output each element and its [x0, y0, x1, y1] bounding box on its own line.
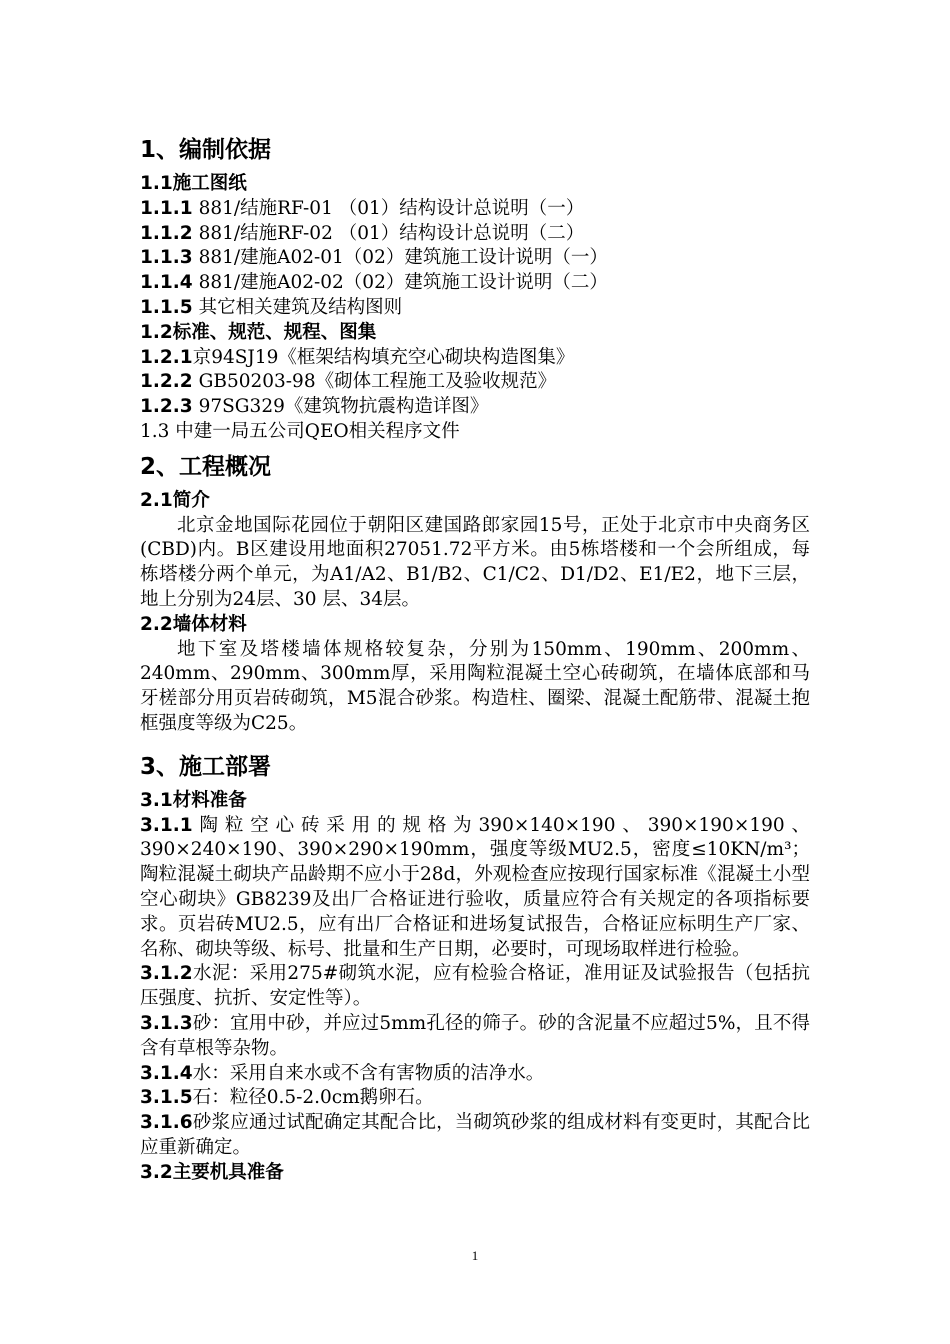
- list-item: 1.1.3 881/建施A02-01（02）建筑施工设计说明（一）: [140, 247, 608, 269]
- subsection-2-2: 2.2墙体材料: [140, 613, 247, 635]
- page-number: 1: [471, 1248, 479, 1263]
- list-item: 3.1.5石：粒径0.5-2.0cm鹅卵石。: [140, 1087, 434, 1109]
- list-item: 1.2.1京94SJ19《框架结构填充空心砌块构造图集》: [140, 346, 575, 368]
- list-item: 1.1.2 881/结施RF-02 （01）结构设计总说明（二）: [140, 222, 585, 244]
- subsection-3-1: 3.1材料准备: [140, 789, 247, 811]
- list-item: 1.1.4 881/建施A02-02（02）建筑施工设计说明（二）: [140, 272, 608, 294]
- list-item: 1.2.2 GB50203-98《砌体工程施工及验收规范》: [140, 371, 557, 393]
- subsection-3-2: 3.2主要机具准备: [140, 1161, 284, 1183]
- paragraph-intro: 北京金地国际花园位于朝阳区建国路郎家园15号，正处于北京市中央商务区(CBD)内。B区建设用地面积27051.72平方米。由5栋塔楼和一个会所组成，每栋塔楼分两个单元，为A1/A2、B1/B2、C1/C2、D1/D2、E1/E2，地下三层，地上分别为24层、30 层、34层。: [140, 514, 810, 610]
- list-item: 1.1.5 其它相关建筑及结构图则: [140, 296, 403, 318]
- subsection-1-1: 1.1施工图纸: [140, 173, 247, 194]
- list-item: 3.1.3砂：宜用中砂，并应过5mm孔径的筛子。砂的含泥量不应超过5%，且不得含有草根等杂物。: [140, 1012, 810, 1059]
- list-item: 3.1.2水泥：采用275#砌筑水泥，应有检验合格证，准用证及试验报告（包括抗压强度、抗折、安定性等）。: [140, 963, 810, 1010]
- section-1-title: 1、编制依据: [140, 137, 272, 163]
- list-item: 3.1.6砂浆应通过试配确定其配合比，当砌筑砂浆的组成材料有变更时，其配合比应重新确定。: [140, 1112, 810, 1158]
- section-2-title: 2、工程概况: [140, 453, 272, 480]
- document-page: [140, 128, 810, 1185]
- subsection-1-2: 1.2标准、规范、规程、图集: [140, 321, 377, 343]
- list-item: 1.1.1 881/结施RF-01 （01）结构设计总说明（一）: [140, 197, 585, 219]
- subsection-2-1: 2.1简介: [140, 489, 210, 511]
- list-item: 3.1.1陶粒空心砖采用的规格为390×140×190、390×190×190、390×240×190、390×290×190mm，强度等级MU2.5，密度≤10KN/m³；陶粒混凝土砌块产品龄期不应小于28d，外观检查应按现行国家标准《混凝土小型空心砌块》GB8239及出厂合格证进行验收，质量应符合有关规定的各项指标要求。页岩砖MU2.5，应有出厂合格证和进场复试报告，合格证应标明生产厂家、名称、砌块等级、标号、批量和生产日期，必要时，可现场取样进行检验。: [140, 814, 810, 960]
- section-3-title: 3、施工部署: [140, 753, 272, 780]
- list-item: 3.1.4水：采用自来水或不含有害物质的洁净水。: [140, 1062, 545, 1084]
- list-item: 1.2.3 97SG329《建筑物抗震构造详图》: [140, 396, 489, 418]
- subsection-1-3: 1.3 中建一局五公司QEO相关程序文件: [140, 420, 460, 442]
- paragraph-wall-materials: 地下室及塔楼墙体规格较复杂，分别为150mm、190mm、200mm、240mm、290mm、300mm厚，采用陶粒混凝土空心砖砌筑，在墙体底部和马牙槎部分用页岩砖砌筑，M5混合砂浆。构造柱、圈梁、混凝土配筋带、混凝土抱框强度等级为C25。: [140, 638, 810, 734]
